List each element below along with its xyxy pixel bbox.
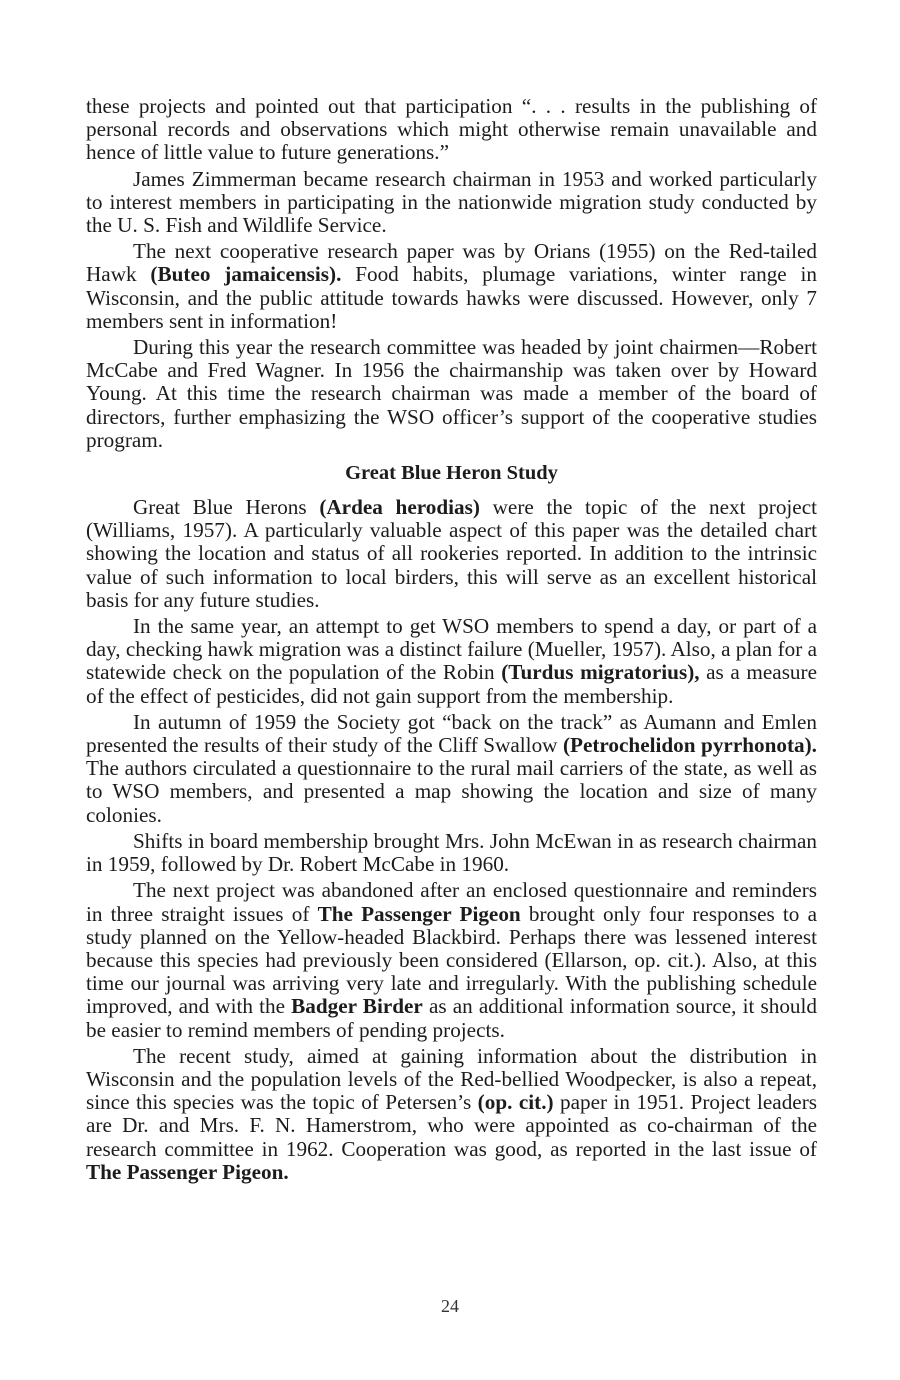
text-run: In the same year, an attempt to get WSO members to spend a day, or part of a day, checking hawk migration was a distinct failure (Mueller, 1957). Also, a plan for a statewide check on the population of the Robin xyxy=(86,614,817,685)
text-run: The recent study, aimed at gaining information about the distribution in Wisconsin and the population levels of the Red-bellied Woodpecker, is also a repeat, since this species was the topic of Petersen’s xyxy=(86,1043,817,1115)
paragraph xyxy=(86,879,817,1041)
text-run: The next project was abandoned after an enclosed questionnaire and reminders in three straight issues of xyxy=(86,878,817,926)
paragraph xyxy=(86,168,817,238)
text-run: Food habits, plumage variations, winter range in Wisconsin, and the public attitude towards hawks were discussed. However, only 7 members sent in information! xyxy=(86,262,818,333)
text-run: were the topic of the next project (Williams, 1957). A particularly valuable aspect of this paper was the detailed chart showing the location and status of all rookeries reported. In addition to the intrinsic value of such information to local birders, this will serve as an excellent historical basis for any future studies. xyxy=(86,495,817,612)
bold-term: (Buteo jamaicensis). xyxy=(150,262,342,287)
text-run: Great Blue Herons xyxy=(133,495,320,520)
paragraph-group-heron xyxy=(86,496,817,1184)
paragraph xyxy=(86,496,817,612)
text-run: In autumn of 1959 the Society got “back on the track” as Aumann and Emlen presented the results of their study of the Cliff Swallow xyxy=(86,709,817,758)
bold-term: (op. cit.) xyxy=(477,1090,554,1115)
bold-term: (Ardea herodias) xyxy=(319,495,480,520)
paragraph xyxy=(86,240,817,333)
text-run: as an additional information source, it should be easier to remind members of pending projects. xyxy=(86,994,817,1042)
page-number: 24 xyxy=(441,1296,459,1316)
bold-term: The Passenger Pigeon xyxy=(317,901,521,926)
text-run: as a measure of the effect of pesticides, did not gain support from the membership. xyxy=(86,660,817,708)
page-body xyxy=(86,95,817,1184)
paragraph xyxy=(86,711,817,827)
paragraph xyxy=(86,1045,817,1184)
paragraph xyxy=(86,95,817,165)
text-run: these projects and pointed out that participation “. . . results in the publishing of personal records and observations which might otherwise remain unavailable and hence of little value to future generations.” xyxy=(86,94,817,165)
text-run: The authors circulated a questionnaire to the rural mail carriers of the state, as well as to WSO members, and presented a map showing the location and size of many colonies. xyxy=(86,756,817,827)
text-run: During this year the research committee was headed by joint chairmen—Robert McCabe and Fred Wagner. In 1956 the chairmanship was taken over by Howard Young. At this time the research chairman was made a member of the board of directors, further emphasizing the WSO officer’s support of the cooperative studies program. xyxy=(86,335,817,452)
text-run: paper in 1951. Project leaders are Dr. and Mrs. F. N. Hamerstrom, who were appointed as co-chairman of the research committee in 1962. Cooperation was good, as reported in the last issue of xyxy=(86,1090,817,1161)
bold-term: Badger Birder xyxy=(291,994,423,1019)
paragraph xyxy=(86,830,817,876)
text-run: James Zimmerman became research chairman in 1953 and worked particularly to interest members in participating in the nationwide migration study conducted by the U. S. Fish and Wildlife Service. xyxy=(86,166,817,238)
text-run: brought only four responses to a study planned on the Yellow-headed Blackbird. Perhaps there was lessened interest because this species had previously been considered (Ellarson, op. cit.). Also, at this time our journal was arriving very late and irregularly. With the publishing schedule improved, and with the xyxy=(86,901,817,1019)
bold-term: (Petrochelidon pyrrhonota). xyxy=(562,733,817,758)
text-run: Shifts in board membership brought Mrs. John McEwan in as research chairman in 1959, followed by Dr. Robert McCabe in 1960. xyxy=(86,828,817,877)
section-heading: Great Blue Heron Study xyxy=(345,462,558,485)
text-run: The next cooperative research paper was by Orians (1955) on the Red-tailed Hawk xyxy=(86,239,817,287)
paragraph xyxy=(86,615,817,708)
bold-term: The Passenger Pigeon. xyxy=(86,1159,289,1184)
bold-term: (Turdus migratorius), xyxy=(501,660,700,685)
paragraph xyxy=(86,336,817,452)
paragraph-group-intro xyxy=(86,95,817,452)
